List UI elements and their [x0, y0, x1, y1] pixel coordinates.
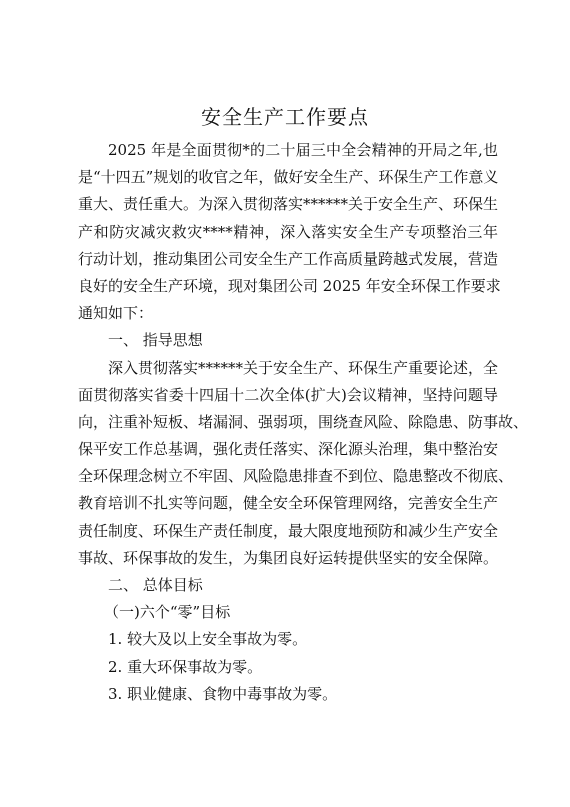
intro-line-4: 产和防灾减灾救灾****精神，深入落实安全生产专项整治三年: [78, 222, 498, 241]
document-title: 安全生产工作要点: [201, 105, 369, 129]
section2-subheading: （一)六个“零”目标: [104, 603, 231, 622]
goal-item-3: 3. 职业健康、食物中毒事故为零。: [108, 684, 338, 703]
intro-line-1: 2025 年是全面贯彻*的二十届三中全会精神的开局之年,也: [108, 141, 498, 159]
goal-item-2: 2. 重大环保事故为零。: [108, 657, 263, 676]
section1-line-6: 教育培训不扎实等问题，健全安全环保管理网络，完善安全生产: [78, 494, 499, 513]
intro-line-2: 是“十四五”规划的收官之年，做好安全生产、环保生产工作意义: [78, 168, 499, 187]
section2-heading: 二、 总体目标: [108, 576, 203, 594]
section1-line-7: 责任制度、环保生产责任制度，最大限度地预防和减少生产安全: [78, 521, 499, 540]
document-body: [78, 137, 529, 708]
intro-line-6: 良好的安全生产环境，现对集团公司 2025 年安全环保工作要求: [78, 276, 501, 295]
section1-line-1: 深入贯彻落实******关于安全生产、环保生产重要论述，全: [108, 358, 499, 377]
section1-line-3: 向，注重补短板、堵漏洞、强弱项，围绕查风险、除隐患、防事故、: [78, 412, 529, 431]
intro-line-3: 重大、责任重大。为深入贯彻落实******关于安全生产、环保生: [78, 195, 499, 214]
section1-heading: 一、 指导思想: [108, 331, 203, 350]
section1-line-2: 面贯彻落实省委十四届十二次全体(扩大)会议精神，坚持问题导: [78, 385, 498, 404]
section1-line-4: 保平安工作总基调，强化责任落实、深化源头治理，集中整治安: [78, 440, 499, 459]
intro-line-5: 行动计划，推动集团公司安全生产工作高质量跨越式发展，营造: [78, 249, 499, 268]
section1-line-8: 事故、环保事故的发生，为集团良好运转提供坚实的安全保障。: [78, 548, 499, 567]
intro-line-7: 通知如下：: [78, 304, 154, 323]
section1-line-5: 全环保理念树立不牢固、风险隐患排查不到位、隐患整改不彻底、: [78, 467, 514, 486]
goal-item-1: 1. 较大及以上安全事故为零。: [108, 630, 308, 649]
